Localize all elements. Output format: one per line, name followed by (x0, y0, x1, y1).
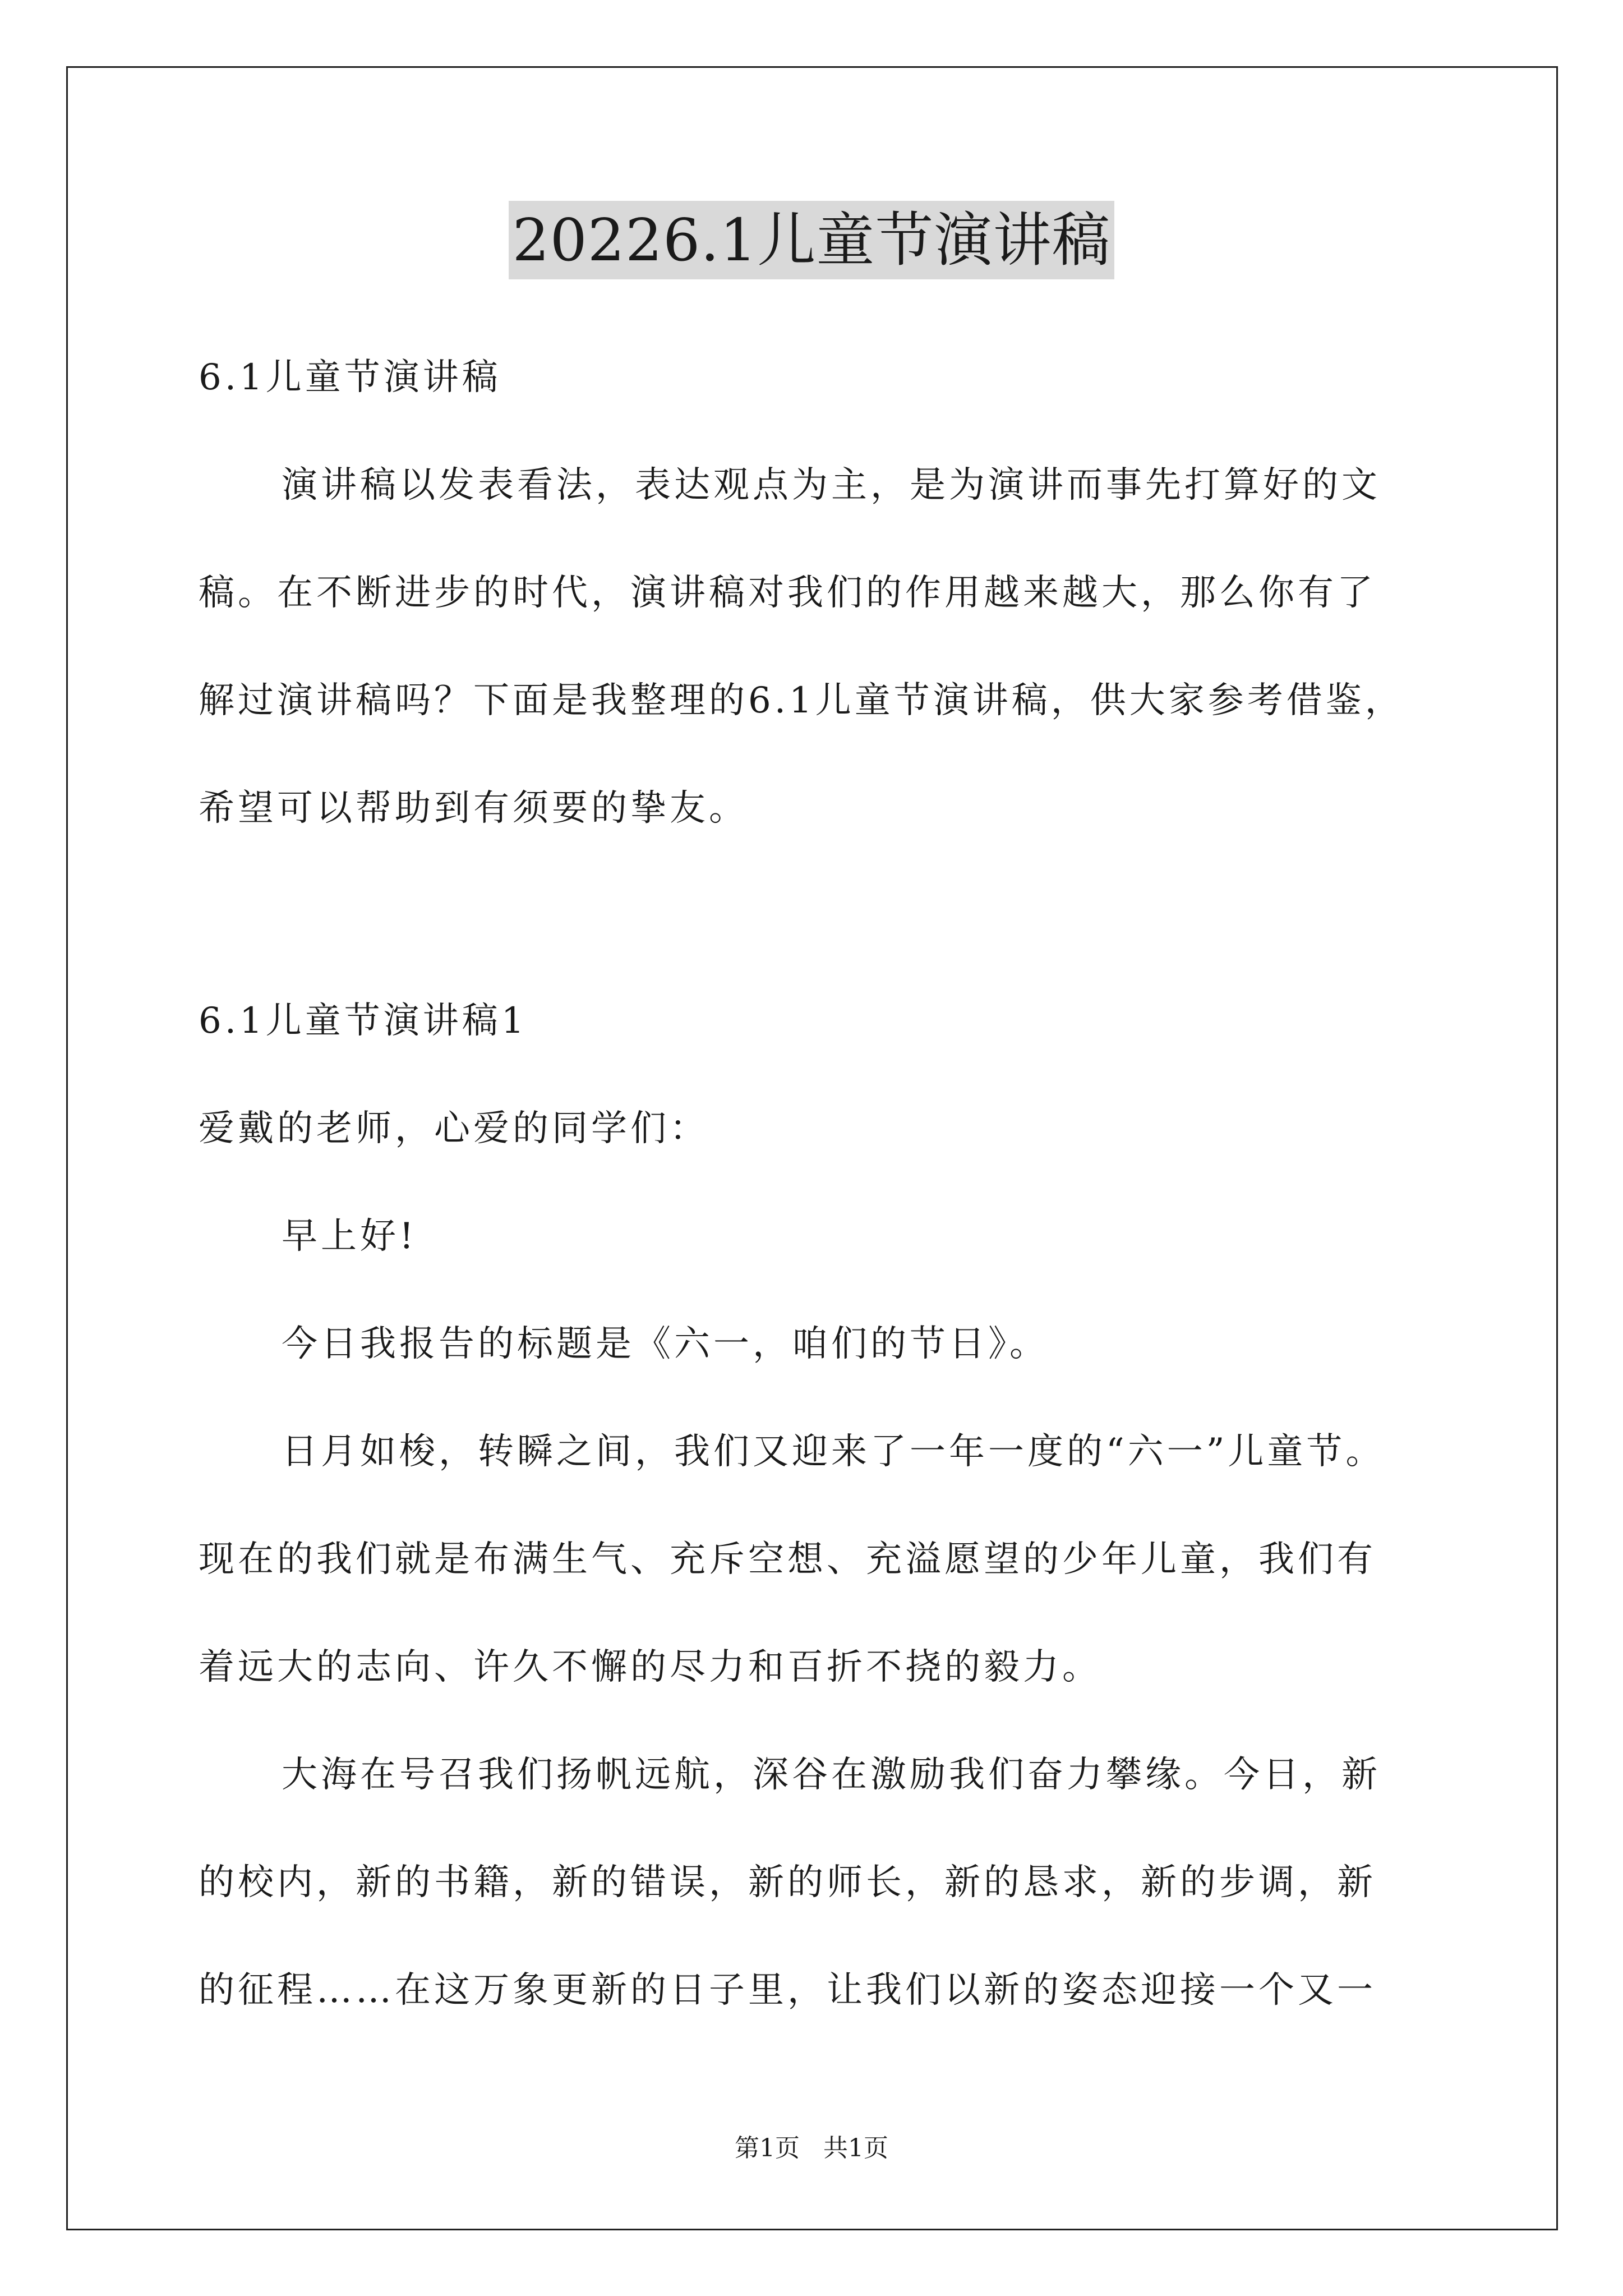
paragraph-line: 现在的我们就是布满生气、充斥空想、充溢愿望的少年儿童，我们有 (199, 1539, 1376, 1580)
page-footer (0, 2132, 1623, 2165)
paragraph-line: 的校内，新的书籍，新的错误，新的师长，新的恳求，新的步调，新 (199, 1862, 1376, 1903)
section-heading: 6.1儿童节演讲稿1 (199, 1000, 528, 1042)
paragraph-line: 着远大的志向、许久不懈的尽力和百折不挠的毅力。 (199, 1646, 1101, 1688)
paragraph-line: 解过演讲稿吗？下面是我整理的6.1儿童节演讲稿，供大家参考借鉴， (199, 680, 1404, 721)
paragraph-line: 日月如梭，转瞬之间，我们又迎来了一年一度的“六一”儿童节。 (282, 1431, 1385, 1473)
paragraph-line: 的征程……在这万象更新的日子里，让我们以新的姿态迎接一个又一 (199, 1970, 1376, 2011)
paragraph-line: 希望可以帮助到有须要的挚友。 (199, 788, 748, 829)
paragraph-line: 早上好! (282, 1216, 417, 1257)
section-heading: 6.1儿童节演讲稿 (199, 357, 501, 398)
page-number: 第1页 (735, 2134, 800, 2162)
paragraph-line: 今日我报告的标题是《六一，咱们的节日》。 (282, 1323, 1049, 1365)
paragraph-line: 演讲稿以发表看法，表达观点为主，是为演讲而事先打算好的文 (282, 464, 1381, 506)
paragraph-line: 大海在号召我们扬帆远航，深谷在激励我们奋力攀缘。今日，新 (282, 1754, 1381, 1796)
salutation-line: 爱戴的老师，心爱的同学们： (199, 1108, 709, 1149)
document-title: 20226.1儿童节演讲稿 (509, 201, 1114, 279)
paragraph-line: 稿。在不断进步的时代，演讲稿对我们的作用越来越大，那么你有了 (199, 572, 1376, 614)
title-container (0, 201, 1623, 279)
page-total: 共1页 (823, 2134, 888, 2162)
